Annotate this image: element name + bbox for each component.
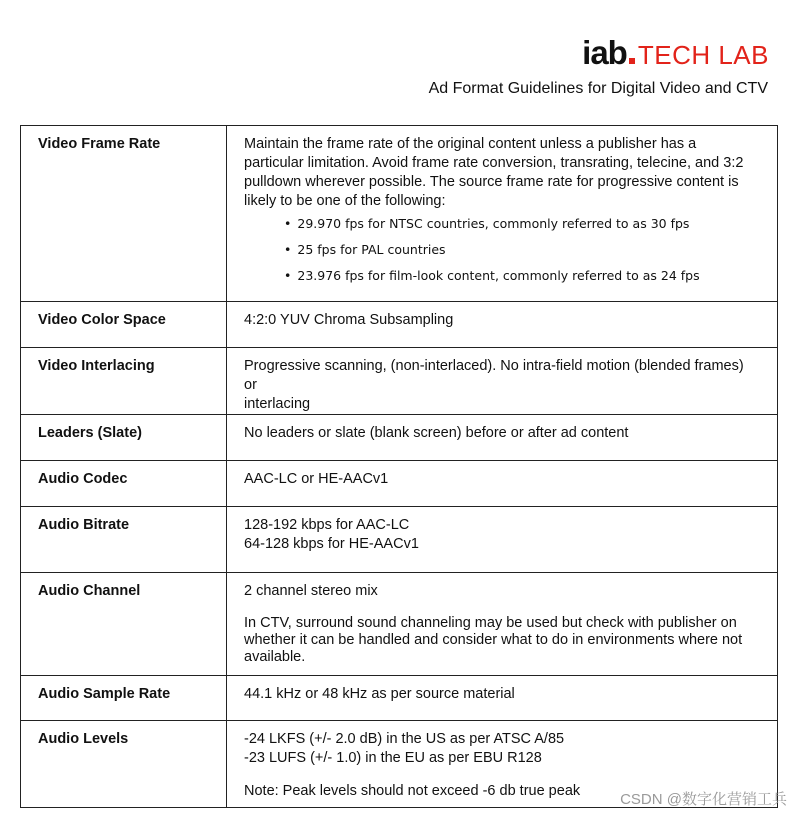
- row-label: Audio Channel: [21, 573, 227, 676]
- table-row: [21, 573, 778, 676]
- row-label: Leaders (Slate): [21, 415, 227, 461]
- row-label: Audio Levels: [21, 721, 227, 808]
- table-row: [21, 348, 778, 415]
- note-line: available.: [244, 649, 306, 665]
- row-value: [227, 573, 778, 676]
- value-line: 128-192 kbps for AAC-LC: [244, 517, 410, 533]
- value-line: 44.1 kHz or 48 kHz as per source material: [244, 686, 515, 702]
- value-line: -24 LKFS (+/- 2.0 dB) in the US as per ATSC A/85: [244, 731, 565, 747]
- table-row: [21, 415, 778, 461]
- frame-rate-list: [244, 215, 759, 293]
- value-line: 64-128 kbps for HE-AACv1: [244, 536, 419, 552]
- row-label: Audio Bitrate: [21, 507, 227, 573]
- value-line: No leaders or slate (blank screen) before or after ad content: [244, 425, 629, 441]
- row-value: [227, 126, 778, 302]
- row-label: Video Frame Rate: [21, 126, 227, 302]
- row-value: [227, 461, 778, 507]
- row-value: [227, 348, 778, 415]
- logo-dot-icon: [629, 58, 635, 64]
- logo-tech-lab-text: TECH LAB: [637, 40, 769, 70]
- table-row: [21, 126, 778, 302]
- document-subtitle: Ad Format Guidelines for Digital Video and CTV: [428, 80, 768, 97]
- list-item: • 29.970 fps for NTSC countries, commonly referred to as 30 fps: [284, 215, 759, 241]
- value-line: likely to be one of the following:: [244, 193, 446, 209]
- list-item: • 23.976 fps for film-look content, commonly referred to as 24 fps: [284, 267, 759, 293]
- table-row: [21, 302, 778, 348]
- iab-tech-lab-logo: [582, 34, 769, 74]
- table-row: [21, 676, 778, 721]
- row-label: Video Color Space: [21, 302, 227, 348]
- table-row: [21, 461, 778, 507]
- value-line: interlacing: [244, 396, 311, 412]
- row-label: Video Interlacing: [21, 348, 227, 415]
- row-value: [227, 507, 778, 573]
- note-line: Note: Peak levels should not exceed -6 db true peak: [244, 783, 581, 799]
- csdn-watermark: CSDN @数字化营销工兵: [620, 791, 787, 808]
- row-value: [227, 415, 778, 461]
- row-label: Audio Sample Rate: [21, 676, 227, 721]
- table-row: [21, 507, 778, 573]
- list-item: • 25 fps for PAL countries: [284, 241, 759, 267]
- value-line: pulldown wherever possible. The source frame rate for progressive content is: [244, 174, 739, 190]
- value-line: Maintain the frame rate of the original content unless a publisher has a: [244, 136, 697, 152]
- logo-iab-text: iab: [582, 34, 627, 71]
- value-line: -23 LUFS (+/- 1.0) in the EU as per EBU R128: [244, 750, 542, 766]
- value-line: 2 channel stereo mix: [244, 583, 378, 599]
- row-value: [227, 676, 778, 721]
- value-line: particular limitation. Avoid frame rate conversion, transrating, telecine, and 3:2: [244, 155, 744, 171]
- value-line: AAC-LC or HE-AACv1: [244, 471, 389, 487]
- value-line: Progressive scanning, (non-interlaced). No intra-field motion (blended frames) or: [244, 358, 744, 393]
- note-line: In CTV, surround sound channeling may be used but check with publisher on: [244, 615, 737, 631]
- row-value: [227, 302, 778, 348]
- row-label: Audio Codec: [21, 461, 227, 507]
- note-line: whether it can be handled and consider what to do in environments where not: [244, 632, 743, 648]
- spec-table: [20, 125, 778, 808]
- value-line: 4:2:0 YUV Chroma Subsampling: [244, 312, 454, 328]
